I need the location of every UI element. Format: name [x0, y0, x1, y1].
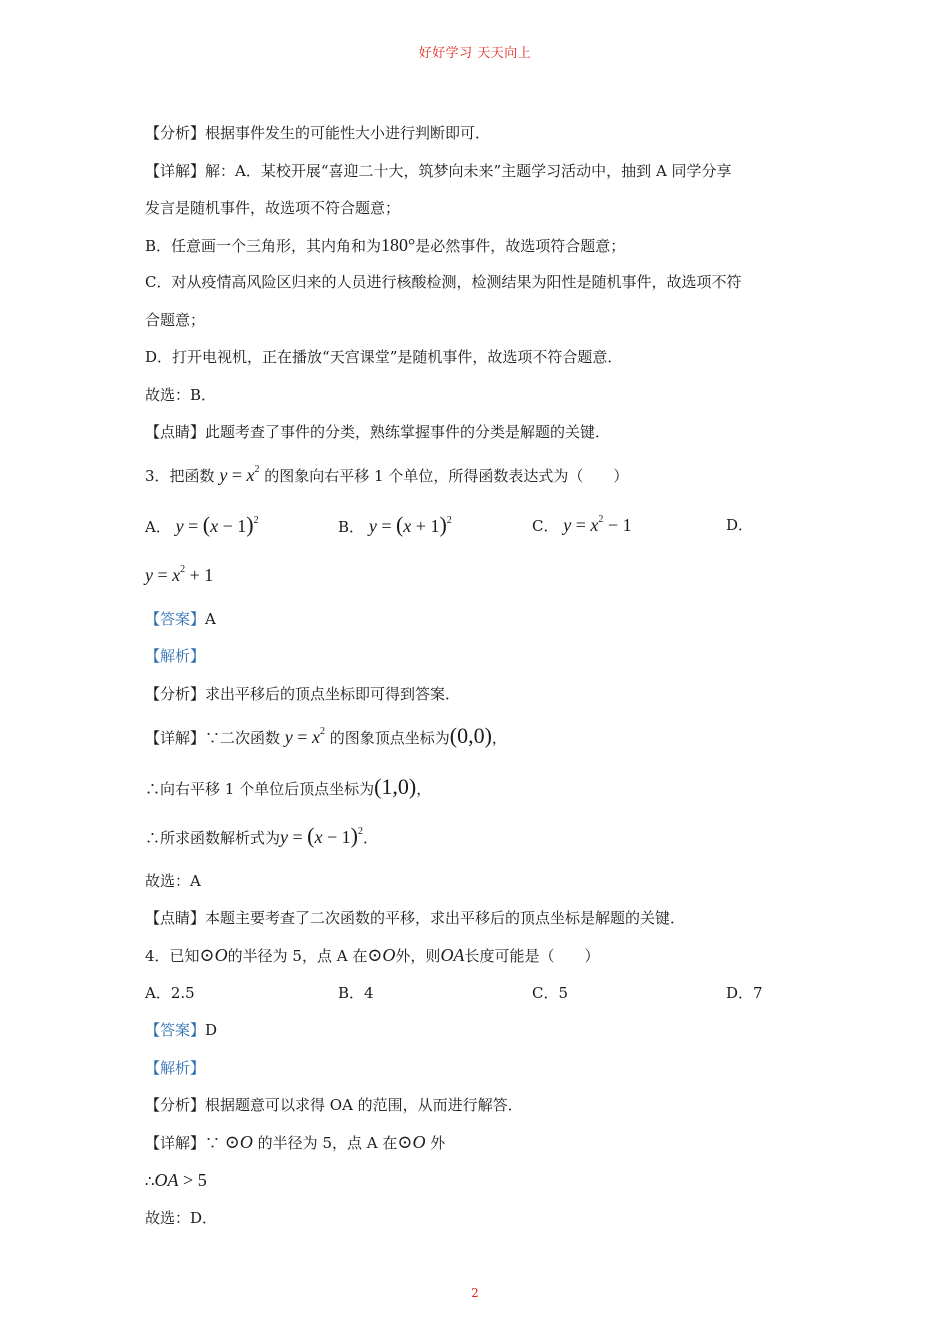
option-d: $y = x^2 + 1$ — [145, 564, 214, 585]
answer-label: 【答案】A — [145, 610, 216, 628]
option-d: D．7 — [726, 984, 763, 1002]
detail-line: 【详解】解：A．某校开展“喜迎二十大，筑梦向未来”主题学习活动中，抽到 A 同学分享 — [145, 162, 732, 180]
choice-line: 故选：D． — [145, 1209, 218, 1227]
analysis-line: 【分析】求出平移后的顶点坐标即可得到答案． — [145, 685, 461, 703]
detail-line: ∴向右平移 1 个单位后顶点坐标为(1,0)， — [145, 774, 432, 799]
option-c: C． $y = x^2 - 1$ — [532, 514, 632, 535]
detail-line: C．对从疫情高风险区归来的人员进行核酸检测，检测结果为阳性是随机事件，故选项不符 — [145, 273, 742, 291]
option-a: A． $y = (x - 1)^2$ — [145, 512, 259, 537]
choice-line: 故选：A — [145, 872, 201, 890]
option-c: C．5 — [532, 984, 569, 1002]
detail-line: 【详解】∵二次函数 $y = x^2$ 的图象顶点坐标为(0,0)， — [145, 723, 507, 748]
solution-label: 【解析】 — [145, 1059, 206, 1077]
answer-label: 【答案】D — [145, 1021, 218, 1039]
detail-line: D．打开电视机，正在播放“天宫课堂”是随机事件，故选项不符合题意． — [145, 348, 623, 366]
analysis-line: 【分析】根据事件发生的可能性大小进行判断即可． — [145, 124, 491, 142]
detail-line: 发言是随机事件，故选项不符合题意； — [145, 199, 401, 217]
choice-line: 故选：B． — [145, 386, 217, 404]
solution-label: 【解析】 — [145, 647, 206, 665]
option-b: B． $y = (x + 1)^2$ — [338, 512, 452, 537]
detail-line: 【详解】∵ ⊙O 的半径为 5，点 A 在⊙O 外 — [145, 1132, 446, 1152]
detail-line: ∴所求函数解析式为$y = (x - 1)^2$． — [145, 823, 378, 848]
comment-line: 【点睛】此题考查了事件的分类，熟练掌握事件的分类是解题的关键． — [145, 423, 611, 441]
detail-line: B．任意画一个三角形，其内角和为180°是必然事件，故选项符合题意； — [145, 235, 626, 255]
analysis-line: 【分析】根据题意可以求得 OA 的范围，从而进行解答． — [145, 1096, 523, 1114]
comment-line: 【点睛】本题主要考查了二次函数的平移，求出平移后的顶点坐标是解题的关键． — [145, 909, 686, 927]
inequality-line: ∴OA > 5 — [145, 1170, 207, 1190]
detail-line: 合题意； — [145, 311, 206, 329]
question-4: 4．已知⊙O的半径为 5，点 A 在⊙O外，则OA长度可能是（ ） — [145, 945, 600, 965]
question-3: 3．把函数 $y = x^2$ 的图象向右平移 1 个单位，所得函数表达式为（ ） — [145, 464, 629, 485]
option-d-label: D． — [726, 516, 754, 534]
page-number: 2 — [471, 1286, 479, 1300]
page-header: 好好学习 天天向上 — [418, 46, 532, 61]
option-a: A．2.5 — [145, 984, 195, 1002]
option-b: B．4 — [338, 984, 374, 1002]
